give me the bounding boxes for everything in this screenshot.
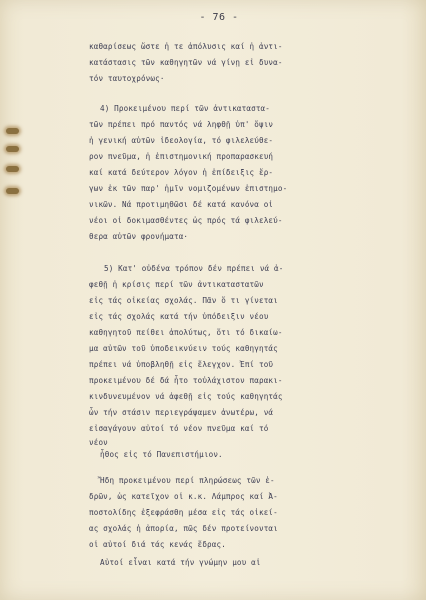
text-line: ας σχολάς ἡ ἀπορία, πῶς δέν προτείνονται bbox=[89, 524, 278, 533]
text-line: οἱ αὐτοί διά τάς κενάς ἕδρας. bbox=[89, 540, 226, 549]
punch-hole bbox=[6, 128, 19, 134]
text-line: εἰς τάς οἰκείας σχολάς. Πᾶν ὅ τι γίνεται bbox=[89, 296, 278, 305]
page-number: - 76 - bbox=[199, 12, 239, 23]
text-line: ὧν τήν στάσιν περιεγράψαμεν ἀνωτέρω, νά bbox=[89, 408, 274, 417]
text-line: γων ἐκ τῶν παρ' ἡμῖν νομιζομένων ἐπιστημο- bbox=[89, 184, 288, 193]
text-line: καθηγητοῦ πείθει ἀπολύτως, ὅτι τό δικαίω- bbox=[89, 328, 283, 337]
punch-hole bbox=[6, 166, 19, 172]
text-line: κατάστασις τῶν καθηγητῶν νά γίνῃ εἰ δυνα- bbox=[89, 58, 283, 67]
text-line: προκειμένου δέ δά ἦτο τοὐλάχιστον παρακι- bbox=[89, 376, 283, 385]
text-line: νέοι οἱ δοκιμασθέντες ὡς πρός τά φιλελεύ- bbox=[89, 216, 283, 225]
text-line: εἰς τάς σχολάς κατά τήν ὑπόδειξιν νέου bbox=[89, 312, 269, 321]
text-line: καί κατά δεύτερον λόγον ἡ ἐπίδειξις ἔρ- bbox=[89, 168, 274, 177]
text-line: καθαρίσεως ὥστε ἡ τε ἀπόλυσις καί ἡ ἀντι- bbox=[89, 42, 283, 51]
text-line: ρον πνεῦμα, ἡ ἐπιστημονική προπαρασκευή bbox=[89, 152, 274, 161]
scan-margin bbox=[426, 0, 438, 600]
text-line: τόν ταυτοχρόνως· bbox=[89, 74, 165, 83]
text-line: Ἤδη προκειμένου περί πληρώσεως τῶν ἑ- bbox=[100, 476, 275, 485]
text-line: 4) Προκειμένου περί τῶν ἀντικαταστα- bbox=[100, 104, 270, 113]
text-line: θερα αὐτῶν φρονήματα· bbox=[89, 232, 189, 241]
text-line: πρέπει νά ὑποβληθῇ εἰς ἔλεγχον. Ἐπί τοῦ bbox=[89, 360, 274, 369]
text-line: μα αὐτῶν τοῦ ὑποδεικνύειν τούς καθηγητάς bbox=[89, 344, 278, 353]
text-line: τῶν πρέπει πρό παντός νά ληφθῇ ὑπ' ὄψιν bbox=[89, 120, 274, 129]
text-line: εἰσαγάγουν αὐτοί τό νέον πνεῦμα καί τό bbox=[89, 424, 269, 433]
text-line: ἦθος εἰς τό Πανεπιστήμιον. bbox=[100, 450, 223, 459]
text-line: δρῶν, ὡς κατεῖχον οἱ κ.κ. Λάμπρος καί Ἀ- bbox=[89, 492, 278, 501]
text-line: ἡ γενική αὐτῶν ἰδεολογία, τό φιλελεύθε- bbox=[89, 136, 274, 145]
text-line: νέον bbox=[89, 438, 108, 447]
text-line: Αὐτοί εἶναι κατά τήν γνώμην μου αἱ bbox=[100, 558, 261, 567]
text-line: νικῶν. Νά προτιμηθῶσι δέ κατά κανόνα οἱ bbox=[89, 200, 274, 209]
text-line: ποστολίδης ἐξεφράσθη μέσα εἰς τάς οἰκεί- bbox=[89, 508, 278, 517]
punch-hole bbox=[6, 188, 19, 194]
text-line: κινδυνευμένον νά ἀφεθῇ εἰς τούς καθηγητάς bbox=[89, 392, 283, 401]
punch-hole bbox=[6, 146, 19, 152]
text-line: φεθῇ ἡ κρίσις περί τῶν ἀντικαταστατῶν bbox=[89, 280, 264, 289]
text-line: 5) Κατ' οὐδένα τρόπον δέν πρέπει νά ἀ- bbox=[104, 264, 284, 273]
